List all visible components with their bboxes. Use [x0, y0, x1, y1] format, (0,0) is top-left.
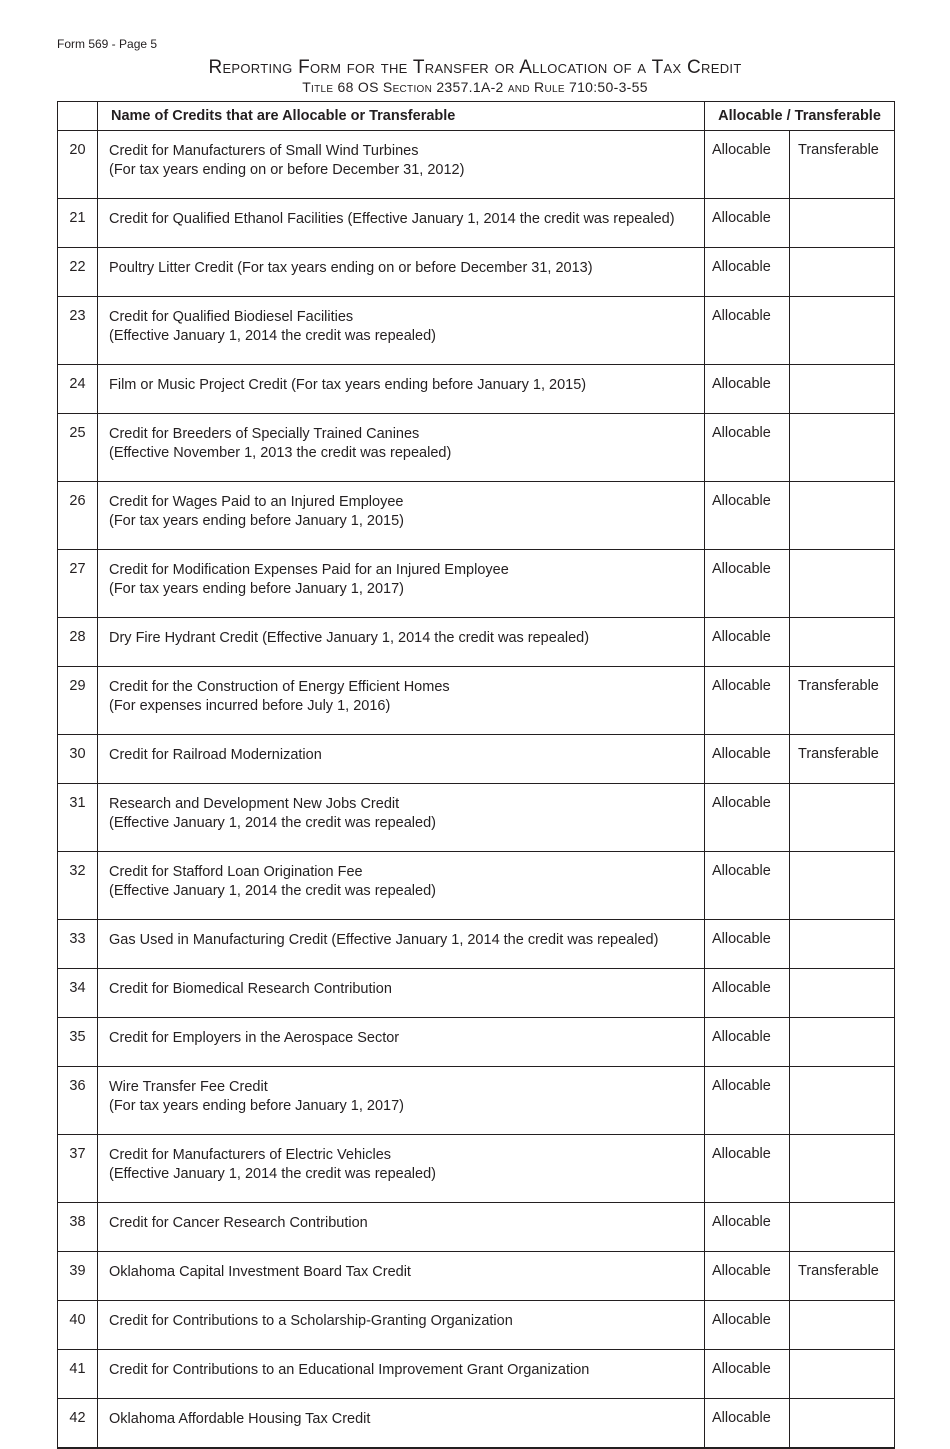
allocable-cell: Allocable: [705, 1399, 790, 1449]
table-row: [58, 969, 895, 1018]
allocable-cell: Allocable: [705, 550, 790, 618]
transferable-cell: [790, 1399, 895, 1449]
table-header-row: [58, 102, 895, 131]
allocable-cell: Allocable: [705, 297, 790, 365]
credit-name-cell: [98, 852, 705, 920]
table-row: [58, 852, 895, 920]
credit-name-cell: [98, 482, 705, 550]
credit-name-cell: [98, 735, 705, 784]
credit-name: Gas Used in Manufacturing Credit (Effective January 1, 2014 the credit was repealed): [109, 932, 659, 948]
transferable-cell: [790, 784, 895, 852]
allocable-cell: Allocable: [705, 199, 790, 248]
allocable-cell: Allocable: [705, 735, 790, 784]
credit-name-cell: [98, 667, 705, 735]
table-row: [58, 667, 895, 735]
credit-name-cell: [98, 969, 705, 1018]
credit-condition: (For tax years ending on or before December 31, 2012): [109, 162, 465, 178]
table-row: [58, 618, 895, 667]
table-row: [58, 248, 895, 297]
credit-name-cell: [98, 1067, 705, 1135]
allocable-cell: Allocable: [705, 1018, 790, 1067]
credit-condition: (For tax years ending before January 1, 2017): [109, 1098, 404, 1114]
transferable-cell: [790, 297, 895, 365]
transferable-cell: [790, 1135, 895, 1203]
table-row: [58, 297, 895, 365]
credit-name: Credit for Stafford Loan Origination Fee: [109, 864, 363, 880]
row-number: 35: [58, 1018, 98, 1067]
credit-name: Credit for Biomedical Research Contribution: [109, 981, 392, 997]
transferable-cell: [790, 248, 895, 297]
transferable-cell: [790, 1203, 895, 1252]
credit-name-cell: [98, 1350, 705, 1399]
credit-name: Research and Development New Jobs Credit: [109, 796, 400, 812]
table-row: [58, 735, 895, 784]
header-credit-name: Name of Credits that are Allocable or Transferable: [98, 102, 705, 131]
credit-name: Credit for Railroad Modernization: [109, 747, 322, 763]
table-row: [58, 920, 895, 969]
transferable-cell: [790, 414, 895, 482]
header-number: [58, 102, 98, 131]
table-row: [58, 131, 895, 199]
row-number: 42: [58, 1399, 98, 1449]
allocable-cell: Allocable: [705, 1350, 790, 1399]
table-row: [58, 482, 895, 550]
transferable-cell: [790, 550, 895, 618]
credit-name-cell: [98, 1399, 705, 1449]
allocable-cell: Allocable: [705, 1067, 790, 1135]
row-number: 21: [58, 199, 98, 248]
credit-name: Oklahoma Affordable Housing Tax Credit: [109, 1411, 371, 1427]
credit-condition: (Effective January 1, 2014 the credit was repealed): [109, 1166, 436, 1182]
row-number: 40: [58, 1301, 98, 1350]
form-subtitle: Title 68 OS Section 2357.1A-2 and Rule 710:50-3-55: [302, 79, 648, 95]
credit-name-cell: [98, 920, 705, 969]
transferable-cell: [790, 1301, 895, 1350]
credit-name: Credit for Manufacturers of Small Wind Turbines: [109, 143, 419, 159]
transferable-cell: [790, 1067, 895, 1135]
transferable-cell: [790, 482, 895, 550]
credit-condition: (Effective November 1, 2013 the credit was repealed): [109, 445, 452, 461]
table-row: [58, 1252, 895, 1301]
credit-condition: (For tax years ending before January 1, 2017): [109, 581, 404, 597]
row-number: 24: [58, 365, 98, 414]
table-row: [58, 1350, 895, 1399]
transferable-cell: [790, 365, 895, 414]
table-row: [58, 784, 895, 852]
credits-table: [57, 101, 895, 1449]
credit-name: Film or Music Project Credit (For tax years ending before January 1, 2015): [109, 377, 587, 393]
table-row: [58, 1018, 895, 1067]
credit-condition: (For tax years ending before January 1, 2015): [109, 513, 404, 529]
credit-name-cell: [98, 1135, 705, 1203]
credit-name: Credit for the Construction of Energy Efficient Homes: [109, 679, 450, 695]
table-row: [58, 365, 895, 414]
credit-name-cell: [98, 550, 705, 618]
credit-name-cell: [98, 248, 705, 297]
credit-condition: (For expenses incurred before July 1, 2016): [109, 698, 391, 714]
credit-name: Credit for Qualified Ethanol Facilities (Effective January 1, 2014 the credit was repealed): [109, 211, 675, 227]
credit-name-cell: [98, 131, 705, 199]
allocable-cell: Allocable: [705, 365, 790, 414]
row-number: 38: [58, 1203, 98, 1252]
table-row: [58, 550, 895, 618]
table-row: [58, 1135, 895, 1203]
credit-condition: (Effective January 1, 2014 the credit was repealed): [109, 815, 436, 831]
transferable-cell: [790, 1350, 895, 1399]
allocable-cell: Allocable: [705, 1301, 790, 1350]
table-row: [58, 1399, 895, 1449]
row-number: 32: [58, 852, 98, 920]
credit-name: Credit for Qualified Biodiesel Facilities: [109, 309, 354, 325]
row-number: 41: [58, 1350, 98, 1399]
transferable-cell: [790, 618, 895, 667]
allocable-cell: Allocable: [705, 920, 790, 969]
table-row: [58, 199, 895, 248]
allocable-cell: Allocable: [705, 1135, 790, 1203]
allocable-cell: Allocable: [705, 482, 790, 550]
credit-name: Dry Fire Hydrant Credit (Effective January 1, 2014 the credit was repealed): [109, 630, 590, 646]
allocable-cell: Allocable: [705, 248, 790, 297]
row-number: 34: [58, 969, 98, 1018]
allocable-cell: Allocable: [705, 852, 790, 920]
credit-name-cell: [98, 199, 705, 248]
credit-rows: [58, 131, 895, 1449]
credit-name-cell: [98, 784, 705, 852]
transferable-cell: [790, 1018, 895, 1067]
credit-name: Credit for Contributions to an Educational Improvement Grant Organization: [109, 1362, 590, 1378]
allocable-cell: Allocable: [705, 618, 790, 667]
credit-name: Credit for Manufacturers of Electric Vehicles: [109, 1147, 392, 1163]
transferable-cell: [790, 920, 895, 969]
row-number: 23: [58, 297, 98, 365]
row-number: 25: [58, 414, 98, 482]
transferable-cell: Transferable: [790, 667, 895, 735]
credit-name: Oklahoma Capital Investment Board Tax Credit: [109, 1264, 411, 1280]
credit-name: Credit for Contributions to a Scholarship-Granting Organization: [109, 1313, 513, 1329]
credit-name-cell: [98, 414, 705, 482]
allocable-cell: Allocable: [705, 667, 790, 735]
credit-name: Wire Transfer Fee Credit: [109, 1079, 268, 1095]
credit-name-cell: [98, 1252, 705, 1301]
header-allocable-transferable: Allocable / Transferable: [705, 102, 895, 131]
allocable-cell: Allocable: [705, 784, 790, 852]
allocable-cell: Allocable: [705, 1252, 790, 1301]
allocable-cell: Allocable: [705, 414, 790, 482]
credit-name-cell: [98, 297, 705, 365]
row-number: 31: [58, 784, 98, 852]
table-row: [58, 1301, 895, 1350]
row-number: 20: [58, 131, 98, 199]
credit-name-cell: [98, 1301, 705, 1350]
table-row: [58, 1067, 895, 1135]
credit-name: Poultry Litter Credit (For tax years ending on or before December 31, 2013): [109, 260, 593, 276]
transferable-cell: Transferable: [790, 1252, 895, 1301]
transferable-cell: [790, 199, 895, 248]
allocable-cell: Allocable: [705, 1203, 790, 1252]
form-title: Reporting Form for the Transfer or Allocation of a Tax Credit: [208, 57, 742, 78]
row-number: 22: [58, 248, 98, 297]
transferable-cell: [790, 969, 895, 1018]
row-number: 37: [58, 1135, 98, 1203]
credit-condition: (Effective January 1, 2014 the credit was repealed): [109, 883, 436, 899]
table-row: [58, 1203, 895, 1252]
allocable-cell: Allocable: [705, 969, 790, 1018]
transferable-cell: [790, 852, 895, 920]
row-number: 39: [58, 1252, 98, 1301]
credit-name: Credit for Cancer Research Contribution: [109, 1215, 368, 1231]
row-number: 26: [58, 482, 98, 550]
form-page-label: Form 569 - Page 5: [57, 37, 158, 51]
credit-name: Credit for Breeders of Specially Trained Canines: [109, 426, 420, 442]
credit-name: Credit for Modification Expenses Paid for an Injured Employee: [109, 562, 509, 578]
row-number: 30: [58, 735, 98, 784]
allocable-cell: Allocable: [705, 131, 790, 199]
credit-name-cell: [98, 365, 705, 414]
credit-condition: (Effective January 1, 2014 the credit was repealed): [109, 328, 436, 344]
row-number: 28: [58, 618, 98, 667]
row-number: 36: [58, 1067, 98, 1135]
row-number: 27: [58, 550, 98, 618]
credit-name-cell: [98, 1203, 705, 1252]
row-number: 29: [58, 667, 98, 735]
table-row: [58, 414, 895, 482]
credit-name-cell: [98, 618, 705, 667]
credit-name-cell: [98, 1018, 705, 1067]
credit-name: Credit for Wages Paid to an Injured Employee: [109, 494, 404, 510]
row-number: 33: [58, 920, 98, 969]
transferable-cell: Transferable: [790, 131, 895, 199]
credit-name: Credit for Employers in the Aerospace Sector: [109, 1030, 400, 1046]
transferable-cell: Transferable: [790, 735, 895, 784]
